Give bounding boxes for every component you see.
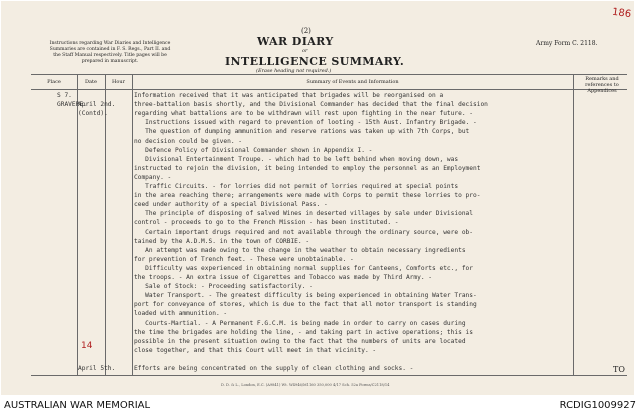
diary-row	[1, 283, 634, 291]
diary-row	[1, 265, 634, 273]
row-text: no decision could be given. -	[134, 137, 243, 145]
diary-row	[1, 347, 634, 355]
diary-row	[1, 219, 634, 227]
diary-page	[1, 1, 634, 395]
row-place: S 7.	[57, 92, 72, 99]
diary-row	[1, 229, 634, 237]
title-or: or	[302, 48, 308, 54]
diary-row	[1, 210, 634, 218]
row-text: Sale of Stock: - Proceeding satisfactorily. -	[134, 283, 313, 291]
diary-row	[1, 128, 634, 136]
column-header-place: Place	[47, 79, 61, 85]
row-text: Difficulty was experienced in obtaining normal supplies for Canteens, Comforts etc., for	[134, 264, 473, 272]
row-text: instructed to rejoin the division, it being intended to employ the personnel as an Employment	[134, 164, 481, 172]
army-form-number: Army Form C. 2118.	[536, 40, 598, 47]
row-text: control - proceeds to go to the French Mission - has been instituted. -	[134, 219, 399, 227]
row-date: April 5th.	[78, 365, 116, 372]
row-text: tained by the A.D.M.S. in the town of CORBIE. -	[134, 237, 310, 245]
instructions-box: Instructions regarding War Diaries and Intelligence Summaries are contained in F. S. Regs., Part II. and the Staff Manual respectively. Title pages will be prepared in manuscript.	[49, 41, 171, 64]
diary-row	[1, 292, 634, 300]
diary-row	[1, 92, 634, 100]
diary-row	[1, 338, 634, 346]
row-text: Courts-Martial. - A Permanent F.G.C.M. is being made in order to carry on cases during	[134, 319, 466, 327]
caption-source: AUSTRALIAN WAR MEMORIAL	[4, 400, 151, 411]
title-intelligence-summary: INTELLIGENCE SUMMARY.	[225, 55, 405, 68]
row-text: Traffic Circuits. - for lorries did not permit of lorries required at special points	[134, 183, 459, 190]
handwritten-page-number: 186	[611, 6, 632, 21]
header-top-rule	[31, 74, 627, 75]
column-header-remarks: Remarks and references to Appendices	[585, 76, 619, 94]
row-text: An attempt was made owing to the change in the weather to obtain necessary ingredients	[134, 246, 466, 254]
header-bottom-rule	[31, 89, 627, 90]
column-header-date: Date	[85, 79, 97, 85]
diary-row	[1, 256, 634, 264]
row-text: possible in the present situation owing to the fact that the numbers of units are located	[134, 337, 466, 345]
diary-row	[1, 138, 634, 146]
row-text: three-battalion basis shortly, and the Divisional Commander has decided that the final decision	[134, 101, 488, 109]
diary-row	[1, 156, 634, 164]
row-text: Water Transport. - The greatest difficulty is being experienced in obtaining Water Trans-	[134, 292, 477, 300]
diary-row	[1, 110, 634, 118]
row-text: in the area reaching there; arrangements were made with Corps to permit these lorries to pro-	[134, 192, 481, 200]
row-text: regarding what battalions are to be withdrawn will rest upon fighting in the near future. -	[134, 110, 473, 118]
page-marker: (2)	[301, 27, 311, 35]
row-text: Information received that it was anticipated that brigades will be reorganised on a	[134, 92, 444, 99]
row-text: close together, and that this Court will meet in that vicinity. -	[134, 346, 377, 354]
row-text: for prevention of Trench feet. - These were unobtainable. -	[134, 255, 354, 263]
row-date: April 2nd.	[78, 101, 116, 109]
title-war-diary: WAR DIARY	[257, 35, 334, 48]
title-note: (Erase heading not required.)	[256, 68, 332, 74]
table-bottom-rule	[31, 375, 627, 376]
row-text: The question of dumping ammunition and reserve rations was taken up with 7th Corps, but	[134, 128, 470, 136]
row-text: Instructions issued with regard to prevention of looting - 15th Aust. Infantry Brigade. -	[134, 119, 477, 127]
diary-row	[1, 274, 634, 282]
row-text: Efforts are being concentrated on the supply of clean clothing and socks. -	[134, 365, 414, 372]
diary-row	[1, 301, 634, 309]
diary-row	[1, 329, 634, 337]
diary-row	[1, 119, 634, 127]
caption-id: RCDIG1009927	[559, 400, 636, 411]
diary-row	[1, 147, 634, 155]
row-date: (Contd).	[78, 110, 108, 118]
corner-mark: TO	[613, 365, 625, 374]
row-text: The principle of disposing of salved Wines in deserted villages by sale under Divisional	[134, 210, 473, 218]
diary-row	[1, 320, 634, 328]
diary-row	[1, 101, 634, 109]
diary-row	[1, 247, 634, 255]
row-text: the time the brigades are holding the line, - and taking part in active operations; this is	[134, 328, 473, 336]
column-header-summary: Summary of Events and Information	[306, 79, 399, 85]
margin-mark: 14	[81, 341, 93, 351]
row-place: GRAVEPE.	[57, 101, 87, 109]
footer-print: D. D. & L., London, E.C. (A9841) Wt. W4946/M1160 350,000 4/17 Sch. 52a Forms/C2118/14	[221, 383, 390, 387]
diary-row	[1, 310, 634, 318]
diary-row	[1, 201, 634, 209]
row-text: Defence Policy of Divisional Commander shown in Appendix I. -	[134, 146, 373, 154]
diary-row	[1, 365, 634, 373]
diary-row	[1, 356, 634, 364]
row-text: Certain important drugs required and not available through the ordinary source, were ob-	[134, 228, 473, 236]
row-text: Company. -	[134, 173, 172, 181]
diary-row	[1, 174, 634, 182]
row-text: the troops. - An extra issue of Cigarettes and Tobacco was made by Third Army. -	[134, 274, 433, 281]
diary-row	[1, 192, 634, 200]
diary-row	[1, 238, 634, 246]
row-text: ceed under authority of a special Divisional Pass. -	[134, 201, 328, 209]
row-text: port for conveyance of stores, which is due to the fact that all motor transport is standing	[134, 301, 477, 309]
diary-row	[1, 165, 634, 173]
row-text: Divisional Entertainment Troupe. - which had to be left behind when moving down, was	[134, 155, 459, 163]
column-header-hour: Hour	[112, 79, 125, 85]
row-text: loaded with ammunition. -	[134, 310, 228, 318]
diary-row	[1, 183, 634, 191]
